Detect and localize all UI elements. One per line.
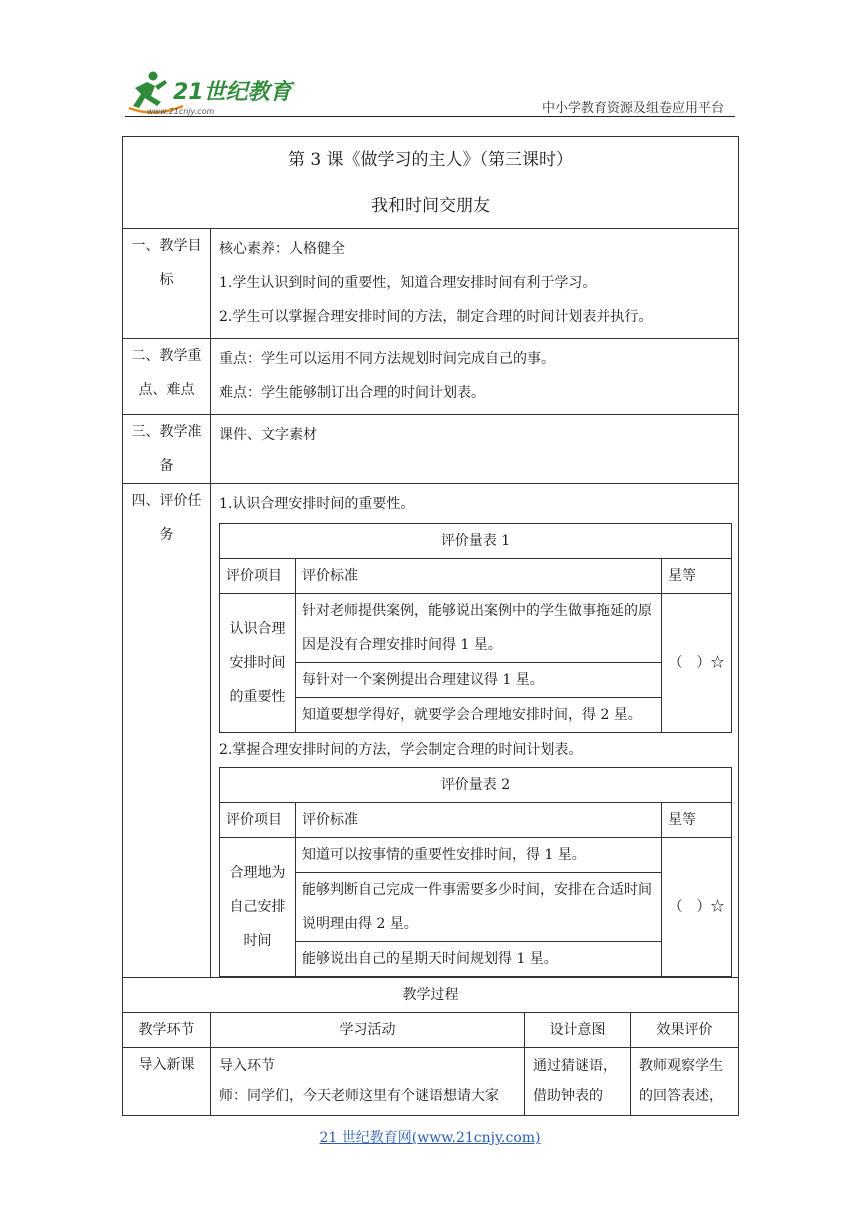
rubric-table-2 xyxy=(219,767,732,977)
footer-link[interactable]: 21 世纪教育网(www.21cnjy.com) xyxy=(319,1130,541,1146)
lesson-plan-table xyxy=(122,136,739,1116)
lesson-subtitle: 我和时间交朋友 xyxy=(371,196,490,216)
stage-cell: 导入新课 xyxy=(123,1048,211,1116)
task-heading: 2.掌握合理安排时间的方法，学会制定合理的时间计划表。 xyxy=(219,742,583,758)
eval-line: 教师观察学生 xyxy=(639,1058,723,1074)
footer xyxy=(0,1127,860,1147)
keypoint-line: 难点：学生能够制订出合理的时间计划表。 xyxy=(219,385,485,401)
rubric-criterion: 知道可以按事情的重要性安排时间，得 1 星。 xyxy=(296,838,662,873)
title-row xyxy=(123,137,739,229)
goal-line: 2.学生可以掌握合理安排时间的方法，制定合理的时间计划表并执行。 xyxy=(219,309,653,325)
header-activity: 学习活动 xyxy=(211,1013,525,1048)
rubric-table-1 xyxy=(219,523,732,733)
tasks-row xyxy=(123,484,739,978)
eval-cell xyxy=(631,1048,739,1116)
tasks-label: 四、评价任务 xyxy=(123,484,211,978)
title-cell xyxy=(123,137,739,229)
star-rating: （ ）☆ xyxy=(662,838,732,977)
activity-line: 导入环节 xyxy=(219,1058,275,1074)
intent-cell xyxy=(525,1048,631,1116)
keypoints-content xyxy=(211,339,739,415)
col-header-item: 评价项目 xyxy=(220,559,296,594)
header-stage: 教学环节 xyxy=(123,1013,211,1048)
keypoints-row xyxy=(123,339,739,415)
rubric-criterion: 每针对一个案例提出合理建议得 1 星。 xyxy=(296,663,662,698)
process-title: 教学过程 xyxy=(123,978,739,1013)
rubric-item: 合理地为自己安排时间 xyxy=(220,838,296,977)
col-header-stars: 星等 xyxy=(662,559,732,594)
col-header-standard: 评价标准 xyxy=(296,559,662,594)
goal-line: 1.学生认识到时间的重要性，知道合理安排时间有利于学习。 xyxy=(219,275,597,291)
prep-row xyxy=(123,415,739,484)
activity-line: 师：同学们，今天老师这里有个谜语想请大家 xyxy=(219,1088,499,1104)
goals-label: 一、教学目标 xyxy=(123,229,211,339)
prep-line: 课件、文字素材 xyxy=(219,427,317,443)
task-heading: 1.认识合理安排时间的重要性。 xyxy=(219,496,415,512)
goals-content xyxy=(211,229,739,339)
rubric-item: 认识合理安排时间的重要性 xyxy=(220,594,296,733)
col-header-item: 评价项目 xyxy=(220,803,296,838)
rubric-criterion: 针对老师提供案例，能够说出案例中的学生做事拖延的原因是没有合理安排时间得 1 星。 xyxy=(296,594,662,663)
intent-line: 通过猜谜语， xyxy=(533,1058,617,1074)
goals-row xyxy=(123,229,739,339)
keypoints-label: 二、教学重点、难点 xyxy=(123,339,211,415)
process-title-row xyxy=(123,978,739,1013)
prep-label: 三、教学准备 xyxy=(123,415,211,484)
intent-line: 借助钟表的 xyxy=(533,1088,603,1104)
rubric-criterion: 知道要想学得好，就要学会合理地安排时间，得 2 星。 xyxy=(296,698,662,733)
process-row xyxy=(123,1048,739,1116)
header-divider xyxy=(125,116,735,117)
activity-cell xyxy=(211,1048,525,1116)
site-logo xyxy=(125,68,295,120)
rubric-criterion: 能够说出自己的星期天时间规划得 1 星。 xyxy=(296,942,662,977)
platform-label: 中小学教育资源及组卷应用平台 xyxy=(541,101,724,116)
header-intent: 设计意图 xyxy=(525,1013,631,1048)
logo-wordmark: 21世纪教育 xyxy=(173,80,292,105)
col-header-stars: 星等 xyxy=(662,803,732,838)
header-eval: 效果评价 xyxy=(631,1013,739,1048)
eval-line: 的回答表述， xyxy=(639,1088,723,1104)
rubric-title: 评价量表 2 xyxy=(220,768,732,803)
prep-content xyxy=(211,415,739,484)
lesson-title: 第 3 课《做学习的主人》（第三课时） xyxy=(287,150,574,170)
rubric-title: 评价量表 1 xyxy=(220,524,732,559)
star-rating: （ ）☆ xyxy=(662,594,732,733)
goal-line: 核心素养：人格健全 xyxy=(219,241,345,257)
rubric-criterion: 能够判断自己完成一件事需要多少时间，安排在合适时间说明理由得 2 星。 xyxy=(296,873,662,942)
keypoint-line: 重点：学生可以运用不同方法规划时间完成自己的事。 xyxy=(219,351,555,367)
tasks-content xyxy=(211,484,739,978)
logo-url: www.21cnjy.com xyxy=(147,107,215,116)
process-header-row xyxy=(123,1013,739,1048)
col-header-standard: 评价标准 xyxy=(296,803,662,838)
